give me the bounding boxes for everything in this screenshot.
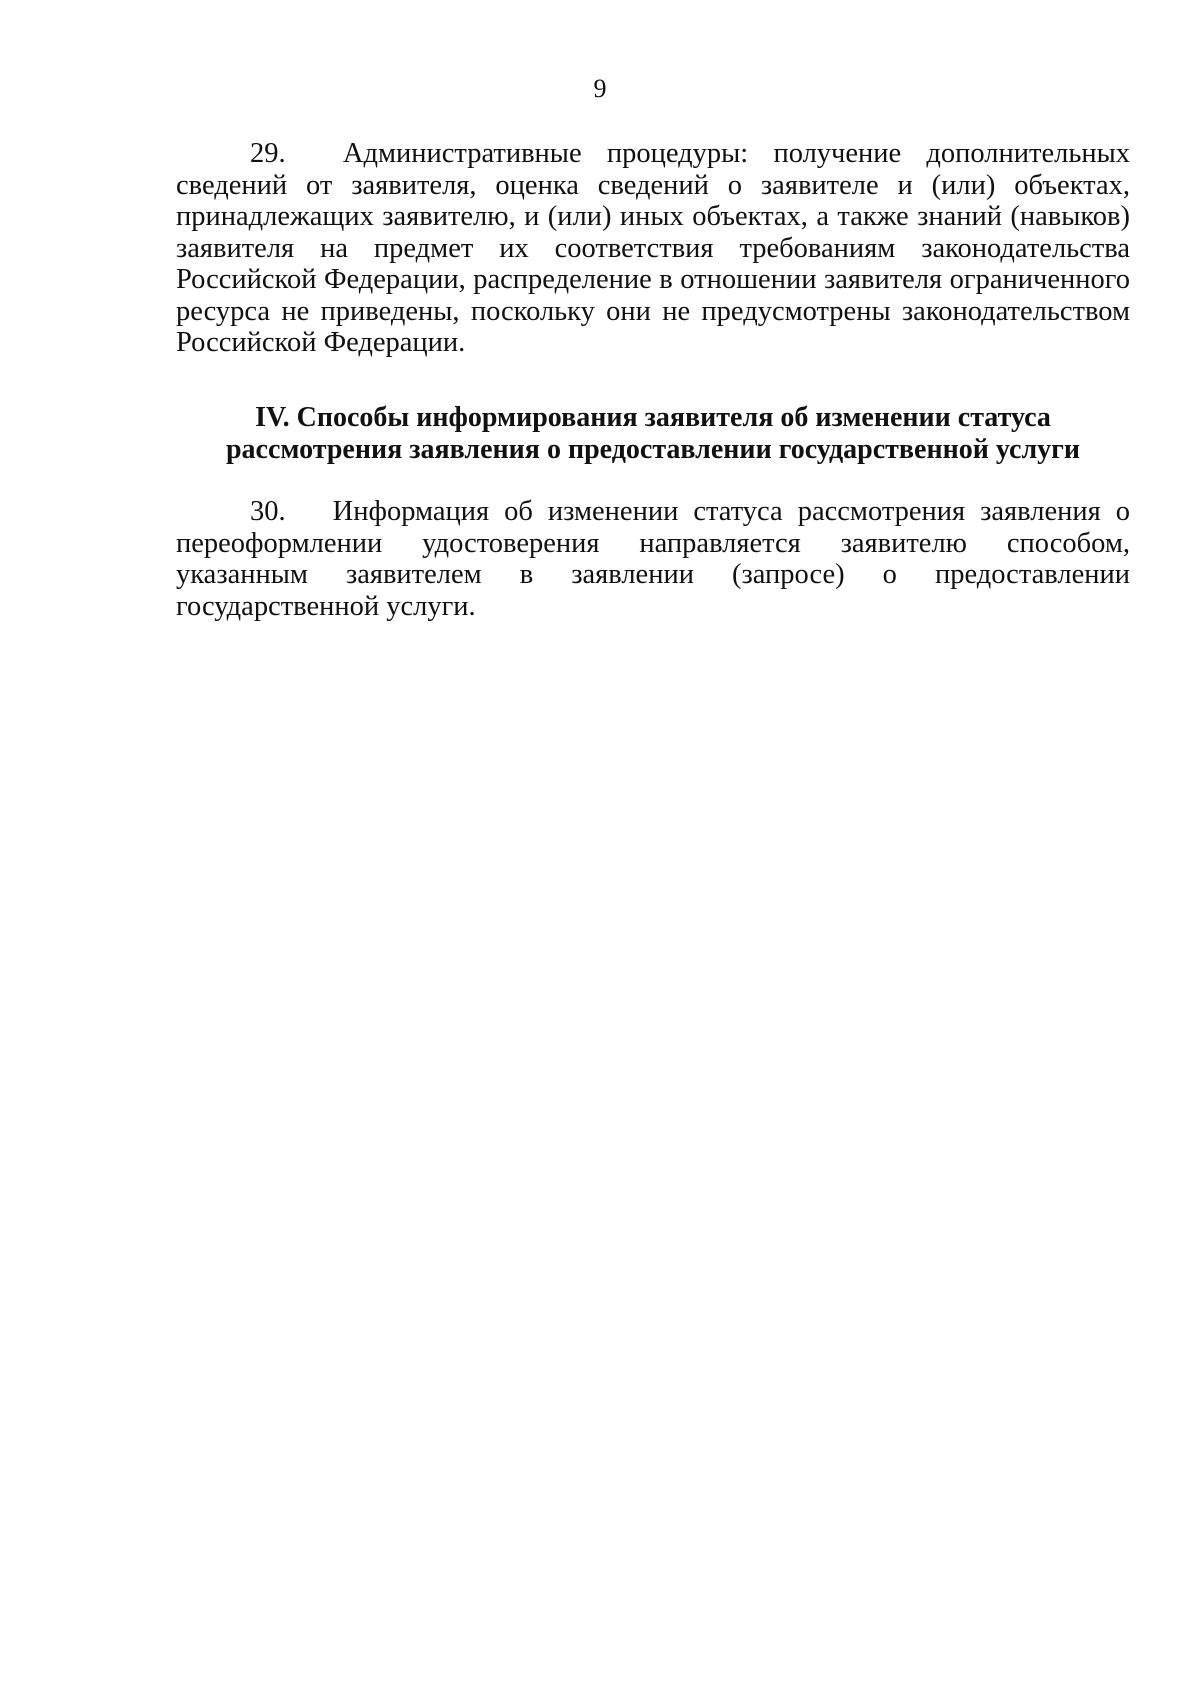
paragraph-30	[176, 496, 1130, 622]
paragraph-text: Административные процедуры: получение дополнительных сведений от заявителя, оценка сведений о заявителе и (или) объектах, принадлежащих заявителю, и (или) иных объектах, а также знаний (навыков) заявителя на предмет их соответствия требованиям законодательства Российской Федерации, распределение в отношении заявителя ограниченного ресурса не приведены, поскольку они не предусмотрены законодательством Российской Федерации.	[176, 138, 1131, 358]
section-heading-line-2: рассмотрения заявления о предоставлении государственной услуги	[225, 434, 1080, 465]
paragraph-text: Информация об изменении статуса рассмотрения заявления о переоформлении удостоверения направляется заявителю способом, указанным заявителем в заявлении (запросе) о предоставлении государственной услуги.	[176, 496, 1130, 622]
paragraph-number: 30.	[250, 496, 286, 527]
section-heading	[176, 402, 1130, 466]
section-heading-line-1: IV. Способы информирования заявителя об изменении статуса	[255, 402, 1051, 433]
paragraph-29	[176, 138, 1130, 359]
paragraph-number: 29.	[250, 138, 286, 169]
page-number: 9	[593, 74, 607, 103]
